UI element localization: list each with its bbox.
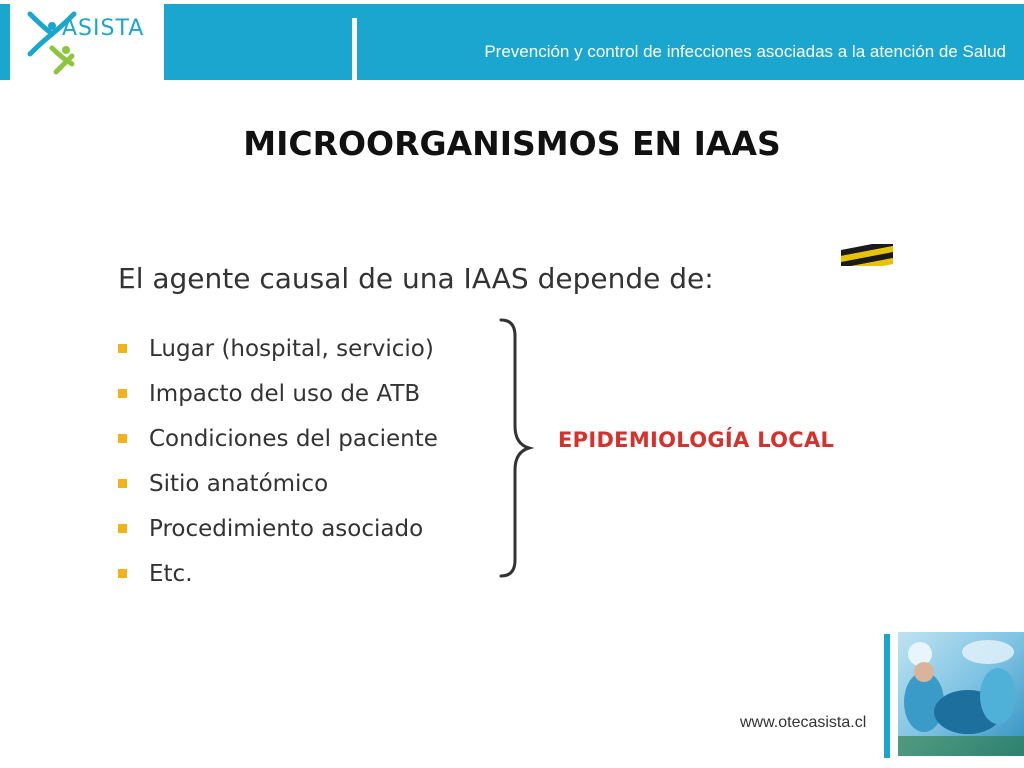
list-item-text: Lugar (hospital, servicio) — [149, 335, 434, 362]
bullet-icon — [118, 434, 127, 443]
header-divider — [352, 18, 357, 80]
factor-list — [118, 326, 438, 596]
logo-text: ASISTA — [62, 16, 145, 41]
conclusion-text: EPIDEMIOLOGÍA LOCAL — [558, 428, 835, 452]
intro-text: El agente causal de una IAAS depende de: — [118, 262, 714, 295]
footer-divider — [884, 634, 890, 758]
corner-stripes-decoration — [841, 244, 893, 266]
bullet-icon — [118, 569, 127, 578]
list-item — [118, 506, 438, 551]
list-item — [118, 416, 438, 461]
list-item — [118, 326, 438, 371]
bullet-icon — [118, 344, 127, 353]
list-item — [118, 461, 438, 506]
list-item-text: Etc. — [149, 560, 193, 587]
bullet-icon — [118, 524, 127, 533]
footer-url: www.otecasista.cl — [740, 714, 867, 731]
asista-logo — [22, 4, 162, 80]
header-tagline: Prevención y control de infecciones asociadas a la atención de Salud — [484, 42, 1006, 61]
list-item — [118, 371, 438, 416]
bullet-icon — [118, 389, 127, 398]
list-item-text: Procedimiento asociado — [149, 515, 424, 542]
list-item-text: Impacto del uso de ATB — [149, 380, 421, 407]
surgery-photo — [898, 632, 1024, 756]
slide-content — [110, 240, 895, 590]
page-title: MICROORGANISMOS EN IAAS — [243, 124, 781, 163]
curly-brace-icon — [495, 316, 535, 580]
header-accent-bar — [0, 4, 10, 80]
list-item-text: Sitio anatómico — [149, 470, 329, 497]
bullet-icon — [118, 479, 127, 488]
list-item-text: Condiciones del paciente — [149, 425, 438, 452]
list-item — [118, 551, 438, 596]
